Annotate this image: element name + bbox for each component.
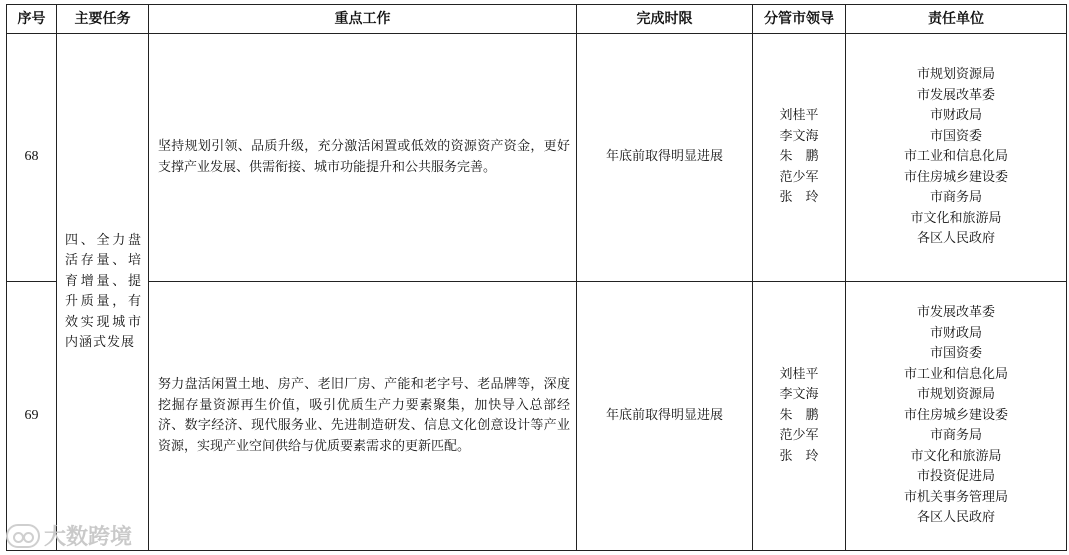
- unit-name: 市工业和信息化局: [903, 149, 1008, 165]
- leader-name: 张 玲: [779, 448, 819, 464]
- unit-name: 市住房城乡建设委: [903, 407, 1008, 423]
- unit-name: 市住房城乡建设委: [903, 169, 1008, 185]
- leader-name: 刘桂平: [779, 366, 819, 382]
- unit-name: 市文化和旅游局: [910, 210, 1002, 226]
- deadline-cell: 年底前取得明显进展: [577, 34, 753, 282]
- key-work-cell: [149, 282, 577, 551]
- row-number: 68: [7, 34, 57, 282]
- unit-name: 市财政局: [929, 108, 982, 124]
- unit-name: 市商务局: [929, 190, 982, 206]
- leader-list: [753, 106, 845, 209]
- leader-name: 范少军: [779, 428, 819, 444]
- task-table: [6, 4, 1067, 551]
- unit-name: 市发展改革委: [916, 87, 995, 103]
- unit-name: 市国资委: [929, 128, 982, 144]
- key-work-cell: [149, 34, 577, 282]
- leader-name: 张 玲: [779, 190, 819, 206]
- leader-cell: [753, 34, 846, 282]
- deadline-cell: 年底前取得明显进展: [577, 282, 753, 551]
- table-row: [7, 34, 1067, 282]
- unit-name: 各区人民政府: [916, 231, 995, 247]
- unit-name: 市发展改革委: [916, 305, 995, 321]
- row-number: 69: [7, 282, 57, 551]
- unit-list: [846, 303, 1066, 529]
- watermark: [6, 520, 132, 551]
- header-leader: 分管市领导: [753, 5, 846, 34]
- header-num: 序号: [7, 5, 57, 34]
- main-task-cell: [57, 34, 149, 551]
- unit-name: 市商务局: [929, 428, 982, 444]
- leader-name: 李文海: [779, 387, 819, 403]
- unit-cell: [846, 282, 1067, 551]
- unit-name: 市投资促进局: [916, 469, 995, 485]
- watermark-logo-icon: [6, 524, 40, 548]
- leader-name: 李文海: [779, 128, 819, 144]
- unit-name: 市规划资源局: [916, 387, 995, 403]
- unit-name: 市工业和信息化局: [903, 366, 1008, 382]
- header-work: 重点工作: [149, 5, 577, 34]
- key-work-text: 坚持规划引领、品质升级，充分激活闲置或低效的资源资产资金，更好支撑产业发展、供需衔接、城市功能提升和公共服务完善。: [158, 139, 570, 175]
- leader-name: 范少军: [779, 169, 819, 185]
- header-unit: 责任单位: [846, 5, 1067, 34]
- leader-name: 刘桂平: [779, 108, 819, 124]
- header-deadline: 完成时限: [577, 5, 753, 34]
- leader-list: [753, 365, 845, 468]
- leader-name: 朱 鹏: [779, 149, 819, 165]
- table-row: [7, 282, 1067, 551]
- unit-name: 市文化和旅游局: [910, 448, 1002, 464]
- leader-cell: [753, 282, 846, 551]
- unit-name: 市国资委: [929, 346, 982, 362]
- table-header-row: [7, 5, 1067, 34]
- unit-cell: [846, 34, 1067, 282]
- main-task-text: 四、全力盘活存量、培育增量、提升质量，有效实现城市内涵式发展: [65, 232, 142, 350]
- unit-name: 市财政局: [929, 325, 982, 341]
- unit-name: 市机关事务管理局: [903, 489, 1008, 505]
- leader-name: 朱 鹏: [779, 407, 819, 423]
- key-work-text: 努力盘活闲置土地、房产、老旧厂房、产能和老字号、老品牌等，深度挖掘存量资源再生价值，吸引优质生产力要素聚集，加快导入总部经济、数字经济、现代服务业、先进制造研发、信息文化创意设计等产业资源，实现产业空间供给与优质要素需求的更新匹配。: [158, 377, 570, 454]
- unit-name: 各区人民政府: [916, 510, 995, 526]
- watermark-text: 大数跨境: [44, 525, 133, 550]
- unit-list: [846, 65, 1066, 250]
- header-task: 主要任务: [57, 5, 149, 34]
- unit-name: 市规划资源局: [916, 67, 995, 83]
